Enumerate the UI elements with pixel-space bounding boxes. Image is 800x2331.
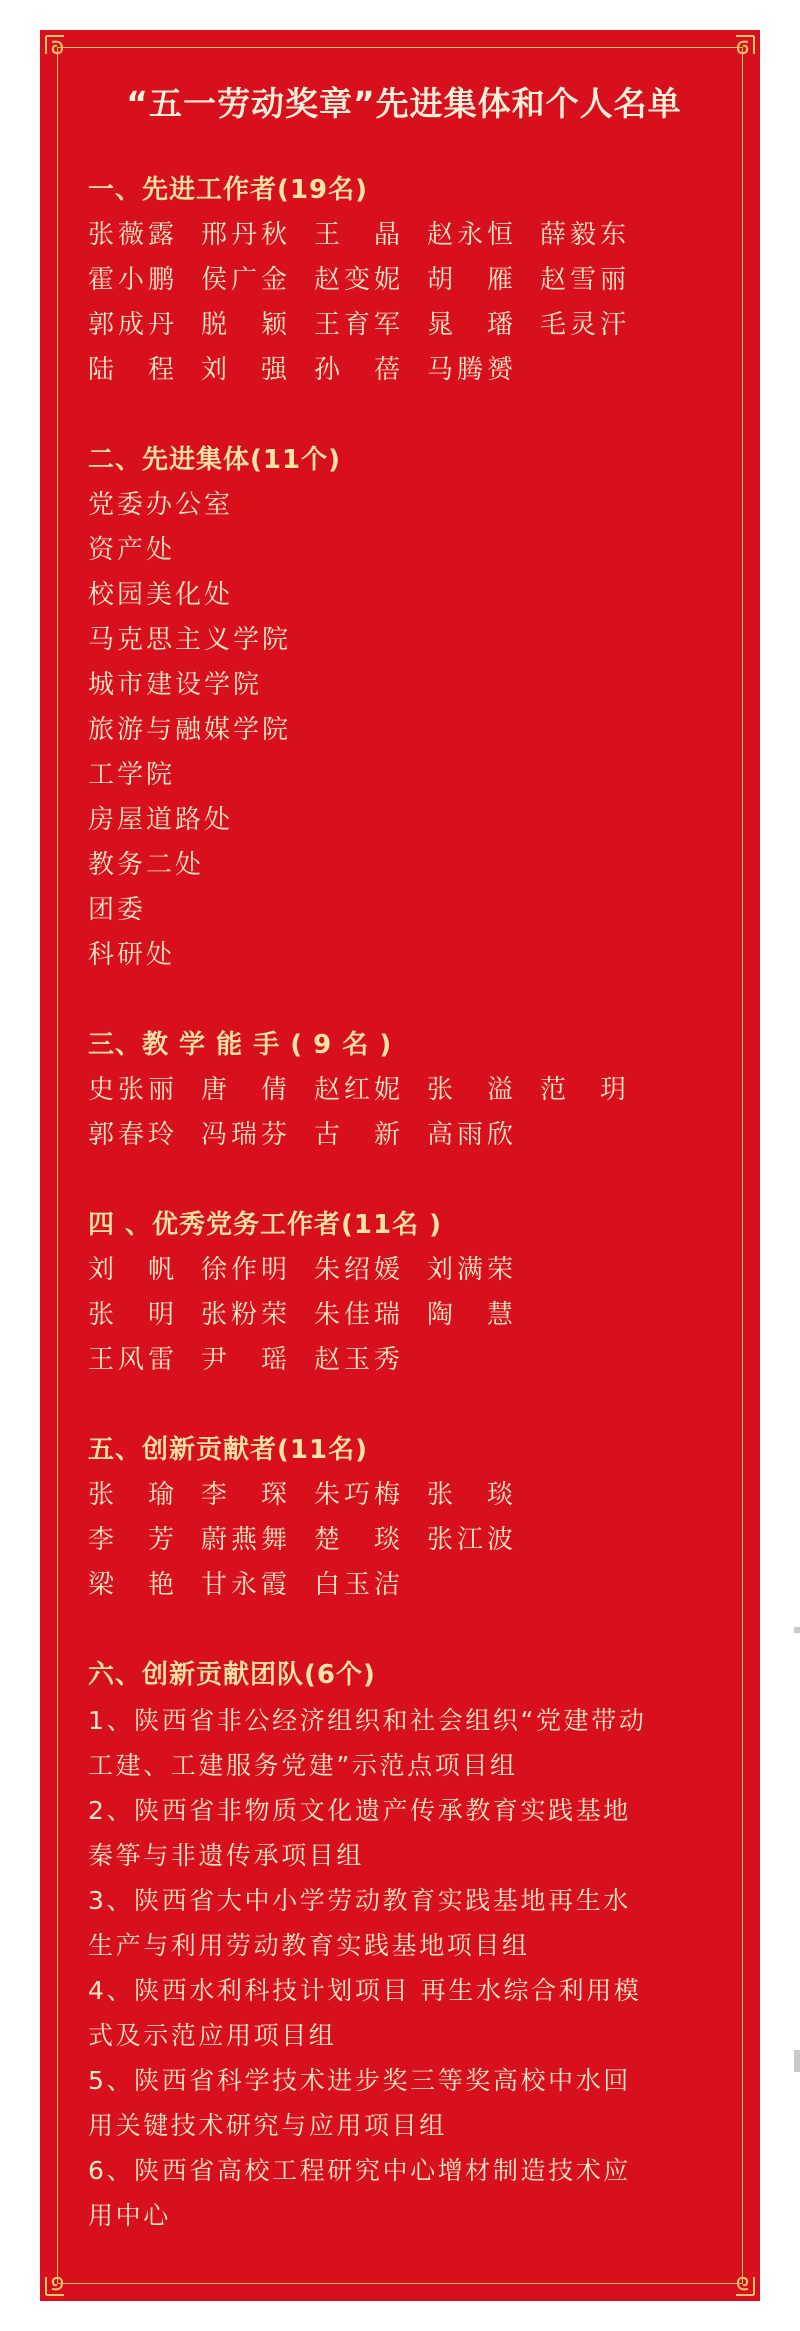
person-name: 薛毅东 [540,220,631,250]
person-name: 甘永霞 [201,1570,292,1600]
person-name: 白玉洁 [314,1570,405,1600]
scroll-edge-marker [794,1627,800,1633]
person-name: 张 明 [88,1300,179,1330]
section-party-workers [88,1203,720,1383]
person-name: 郭春玲 [88,1120,179,1150]
name-row [88,1563,720,1608]
collective-item: 城市建设学院 [88,670,263,700]
section-heading: 一、先进工作者(19名) [88,175,368,205]
section-innovation-contributors [88,1428,720,1608]
person-name: 赵雪丽 [540,265,631,295]
person-name: 晁 璠 [427,310,518,340]
person-name: 蔚燕舞 [201,1525,292,1555]
person-name: 尹 瑶 [201,1345,292,1375]
person-name: 冯瑞芬 [201,1120,292,1150]
team-item-line: 1、陕西省非公经济组织和社会组织“党建带动 [88,1706,647,1735]
person-name: 陆 程 [88,355,179,385]
collective-item: 旅游与融媒学院 [88,715,292,745]
name-row [88,1068,720,1113]
person-name: 霍小鹏 [88,265,179,295]
person-name: 张薇露 [88,220,179,250]
person-name: 刘满荣 [427,1255,518,1285]
person-name: 徐作明 [201,1255,292,1285]
person-name: 赵变妮 [314,265,405,295]
team-item-line: 用中心 [88,2201,171,2230]
person-name: 张 瑜 [88,1480,179,1510]
scroll-edge-marker [794,2050,800,2072]
team-item-line: 5、陕西省科学技术进步奖三等奖高校中水回 [88,2066,631,2095]
section-teaching-experts [88,1023,720,1158]
name-row [88,1518,720,1563]
name-row [88,1473,720,1518]
collective-item: 马克思主义学院 [88,625,292,655]
person-name: 梁 艳 [88,1570,179,1600]
person-name: 唐 倩 [201,1075,292,1105]
page-title: “五一劳动奖章”先进集体和个人名单 [126,84,682,123]
person-name: 张 琰 [427,1480,518,1510]
team-item-line: 4、陕西水利科技计划项目 再生水综合利用模 [88,1976,642,2005]
collective-item: 校园美化处 [88,580,234,610]
name-row [88,1248,720,1293]
person-name: 孙 蓓 [314,355,405,385]
section-heading: 四 、优秀党务工作者(11名 ) [88,1210,443,1240]
person-name: 陶 慧 [427,1300,518,1330]
person-name: 李 琛 [201,1480,292,1510]
collective-item: 团委 [88,895,147,925]
person-name: 史张丽 [88,1075,179,1105]
person-name: 高雨欣 [427,1120,518,1150]
person-name: 脱 颖 [201,310,292,340]
section-innovation-teams [88,1653,720,2238]
person-name: 张江波 [427,1525,518,1555]
team-item-line: 2、陕西省非物质文化遗产传承教育实践基地 [88,1796,631,1825]
person-name: 张 溢 [427,1075,518,1105]
section-heading: 二、先进集体(11个) [88,445,341,475]
person-name: 郭成丹 [88,310,179,340]
person-name: 赵红妮 [314,1075,405,1105]
person-name: 马腾赟 [427,355,518,385]
person-name: 赵玉秀 [314,1345,405,1375]
person-name: 朱绍媛 [314,1255,405,1285]
corner-ornament-icon [726,2267,756,2297]
team-item-line: 秦筝与非遗传承项目组 [88,1841,365,1870]
person-name: 楚 琰 [314,1525,405,1555]
collective-item: 科研处 [88,940,176,970]
team-item-line: 工建、工建服务党建”示范点项目组 [88,1751,518,1780]
poster-content [88,80,720,2283]
person-name: 刘 强 [201,355,292,385]
section-heading: 五、创新贡献者(11名) [88,1435,368,1465]
collective-item: 房屋道路处 [88,805,234,835]
person-name: 王 晶 [314,220,405,250]
team-item-line: 生产与利用劳动教育实践基地项目组 [88,1931,530,1960]
person-name: 胡 雁 [427,265,518,295]
person-name: 古 新 [314,1120,405,1150]
corner-ornament-icon [44,2267,74,2297]
team-item-line: 3、陕西省大中小学劳动教育实践基地再生水 [88,1886,631,1915]
team-item-line: 6、陕西省高校工程研究中心增材制造技术应 [88,2156,631,2185]
person-name: 张粉荣 [201,1300,292,1330]
name-row [88,213,720,258]
corner-ornament-icon [44,34,74,64]
person-name: 李 芳 [88,1525,179,1555]
person-name: 刘 帆 [88,1255,179,1285]
name-row [88,1113,720,1158]
name-row [88,348,720,393]
person-name: 王风雷 [88,1345,179,1375]
team-item-line: 用关键技术研究与应用项目组 [88,2111,447,2140]
person-name: 赵永恒 [427,220,518,250]
person-name: 朱巧梅 [314,1480,405,1510]
collective-item: 教务二处 [88,850,205,880]
collective-item: 资产处 [88,535,176,565]
section-heading: 三、教 学 能 手 ( 9 名 ) [88,1030,393,1060]
name-row [88,1338,720,1383]
name-row [88,258,720,303]
name-row [88,303,720,348]
person-name: 范 玥 [540,1075,631,1105]
person-name: 侯广金 [201,265,292,295]
section-heading: 六、创新贡献团队(6个) [88,1660,376,1690]
person-name: 王育军 [314,310,405,340]
section-advanced-collectives [88,438,720,978]
collective-item: 工学院 [88,760,176,790]
collective-item: 党委办公室 [88,490,234,520]
section-advanced-workers [88,168,720,393]
corner-ornament-icon [726,34,756,64]
person-name: 毛灵汗 [540,310,631,340]
person-name: 邢丹秋 [201,220,292,250]
person-name: 朱佳瑞 [314,1300,405,1330]
honor-list-poster [40,30,760,2301]
team-item-line: 式及示范应用项目组 [88,2021,337,2050]
name-row [88,1293,720,1338]
